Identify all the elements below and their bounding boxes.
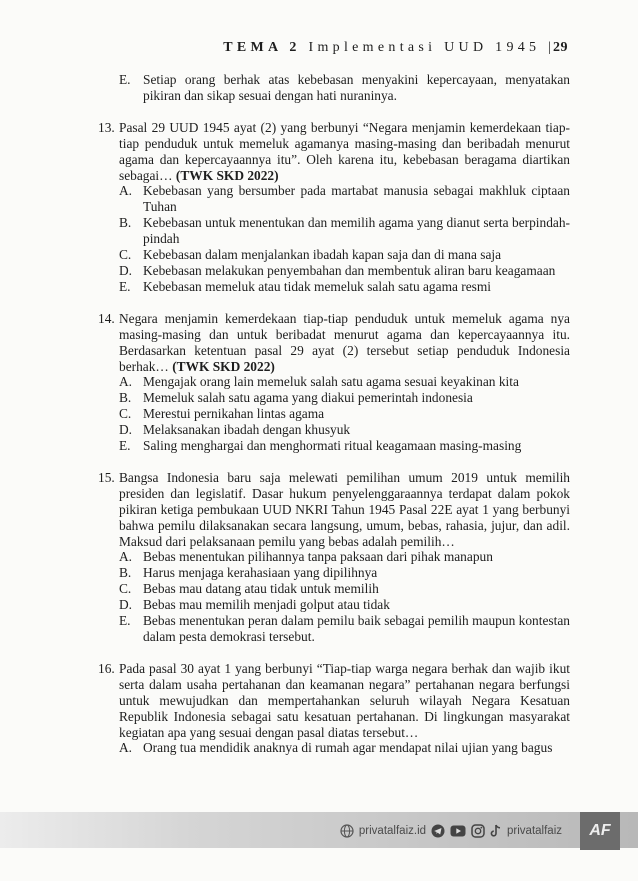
option-letter: B. (119, 215, 132, 231)
option-list (98, 374, 570, 454)
footer-social (340, 820, 562, 842)
option-item (98, 406, 570, 422)
option-text: Harus menjaga kerahasiaan yang dipilihnya (143, 565, 378, 581)
option-text: Kebebasan yang bersumber pada martabat manusia sebagai makhluk ciptaan Tuhan (143, 183, 570, 215)
option-letter: D. (119, 597, 133, 613)
option-letter: A. (119, 374, 133, 390)
option-letter: C. (119, 247, 132, 263)
option-item (98, 581, 570, 597)
option-letter: B. (119, 565, 132, 581)
option-letter: A. (119, 549, 133, 565)
option-letter: A. (119, 183, 133, 199)
question-text: Bangsa Indonesia baru saja melewati pemilihan umum 2019 untuk memilih presiden dan legislatif. Dasar hukum penyelenggaraannya terdapat dalam pokok pikiran ketiga pembukaan UUD NKRI Tahun 1945 Pasal 22E ayat 1 yang berbunyi bahwa pemilu dilaksanakan secara langsung, umum, bebas, rahasia, jujur, dan adil. Maksud dari pelaksanaan pemilu yang bebas adalah pemilih… (119, 469, 570, 549)
globe-icon (340, 824, 354, 838)
question-number: 15. (98, 469, 115, 485)
option-letter: D. (119, 262, 133, 278)
question-number: 16. (98, 660, 115, 676)
telegram-icon (431, 824, 445, 838)
option-text: Mengajak orang lain memeluk salah satu agama sesuai keyakinan kita (143, 374, 519, 390)
option-text: Melaksanakan ibadah dengan khusyuk (143, 422, 351, 438)
option-item (98, 438, 570, 454)
youtube-icon (450, 825, 466, 837)
option-item (98, 263, 570, 279)
option-item (98, 247, 570, 263)
option-text: Bebas mau datang atau tidak untuk memilih (143, 581, 379, 597)
option-letter: C. (119, 406, 132, 422)
option-text: Bebas mau memilih menjadi golput atau tidak (143, 597, 390, 613)
question-text: Negara menjamin kemerdekaan tiap-tiap penduduk untuk memeluk agama nya masing-masing dan untuk beribadat menurut agama dan kepercayaannya itu. Berdasarkan ketentuan pasal 29 ayat (2) tersebut setiap penduduk Indonesia berhak… (119, 310, 570, 374)
option-text: Bebas menentukan pilihannya tanpa paksaan dari pihak manapun (143, 549, 493, 565)
question-number: 14. (98, 310, 115, 326)
option-text: Kebebasan memeluk atau tidak memeluk salah satu agama resmi (143, 278, 492, 294)
footer-website: privatalfaiz.id (358, 825, 427, 837)
option-item (98, 374, 570, 390)
option-text: Merestui pernikahan lintas agama (143, 406, 325, 422)
header-theme-label: TEMA 2 (223, 40, 301, 55)
option-text: Orang tua mendidik anaknya di rumah agar mendapat nilai ujian yang bagus (143, 740, 553, 756)
footer-handle: privatalfaiz (507, 825, 562, 837)
option-text: Bebas menentukan peran dalam pemilu baik sebagai pemilih maupun kontestan dalam pesta demokrasi tersebut. (143, 613, 570, 644)
option-list (98, 72, 570, 104)
question-stem (98, 311, 570, 375)
brand-logo (580, 812, 620, 850)
previous-question-tail (98, 72, 570, 104)
option-letter: E. (119, 72, 131, 87)
question-stem (98, 470, 570, 550)
question-number: 13. (98, 119, 115, 135)
tiktok-icon (490, 824, 502, 838)
option-text: Memeluk salah satu agama yang diakui pemerintah indonesia (143, 390, 473, 406)
option-item (98, 183, 570, 215)
question-content (98, 72, 570, 772)
question-list (98, 120, 570, 757)
question-item (98, 661, 570, 756)
option-item (98, 597, 570, 613)
option-letter: A. (119, 740, 133, 756)
option-letter: E. (119, 438, 131, 454)
question-item (98, 120, 570, 295)
option-list (98, 549, 570, 644)
option-letter: D. (119, 422, 133, 438)
option-text: Kebebasan untuk menentukan dan memilih agama yang dianut serta berpindah-pindah (143, 215, 570, 247)
option-text: Kebebasan dalam menjalankan ibadah kapan saja dan di mana saja (143, 247, 502, 263)
option-list (98, 183, 570, 294)
question-item (98, 470, 570, 645)
option-text: Saling menghargai dan menghormati ritual keagamaan masing-masing (143, 438, 522, 454)
option-list (98, 740, 570, 756)
question-stem (98, 661, 570, 741)
question-item (98, 311, 570, 454)
question-text: Pada pasal 30 ayat 1 yang berbunyi “Tiap-tiap warga negara berhak dan wajib ikut serta dalam usaha pertahanan dan keamanan negara” pertahanan negara berfungsi untuk mewujudkan dan mempertahankan seluruh wilayah Negara Kesatuan Republik Indonesia sebagai satu kesatuan pertahanan. Di lingkungan masyarakat kegiatan apa yang sesuai dengan pasal diatas tersebut… (119, 660, 570, 740)
question-source-tag: (TWK SKD 2022) (175, 167, 279, 183)
option-item (98, 279, 570, 295)
option-item (98, 613, 570, 645)
option-text: Kebebasan melakukan penyembahan dan membentuk aliran baru keagamaan (143, 262, 556, 278)
header-separator: | (548, 40, 551, 55)
header-theme-title: Implementasi UUD 1945 (308, 40, 541, 55)
option-item (98, 422, 570, 438)
page-number: 29 (553, 40, 568, 55)
option-item (98, 215, 570, 247)
option-letter: E. (119, 278, 131, 294)
logo-glyph: AF (589, 822, 611, 839)
option-item (98, 549, 570, 565)
instagram-icon (471, 824, 485, 838)
option-item (98, 740, 570, 756)
running-header (223, 40, 568, 56)
option-item (98, 565, 570, 581)
question-stem (98, 120, 570, 184)
option-letter: B. (119, 390, 132, 406)
option-letter: C. (119, 581, 132, 597)
option-item (98, 390, 570, 406)
question-text: Pasal 29 UUD 1945 ayat (2) yang berbunyi “Negara menjamin kemerdekaan tiap-tiap penduduk untuk memeluk agamanya masing-masing dan beribadah menurut agama dan kepercayaannya itu”. Oleh karena itu, kebebasan beragama diartikan sebagai… (119, 119, 570, 183)
option-text: Setiap orang berhak atas kebebasan menyakini kepercayaan, menyatakan pikiran dan sikap sesuai dengan hati nuraninya. (143, 72, 570, 103)
question-source-tag: (TWK SKD 2022) (172, 358, 275, 374)
option-item (98, 72, 570, 104)
option-letter: E. (119, 613, 131, 629)
